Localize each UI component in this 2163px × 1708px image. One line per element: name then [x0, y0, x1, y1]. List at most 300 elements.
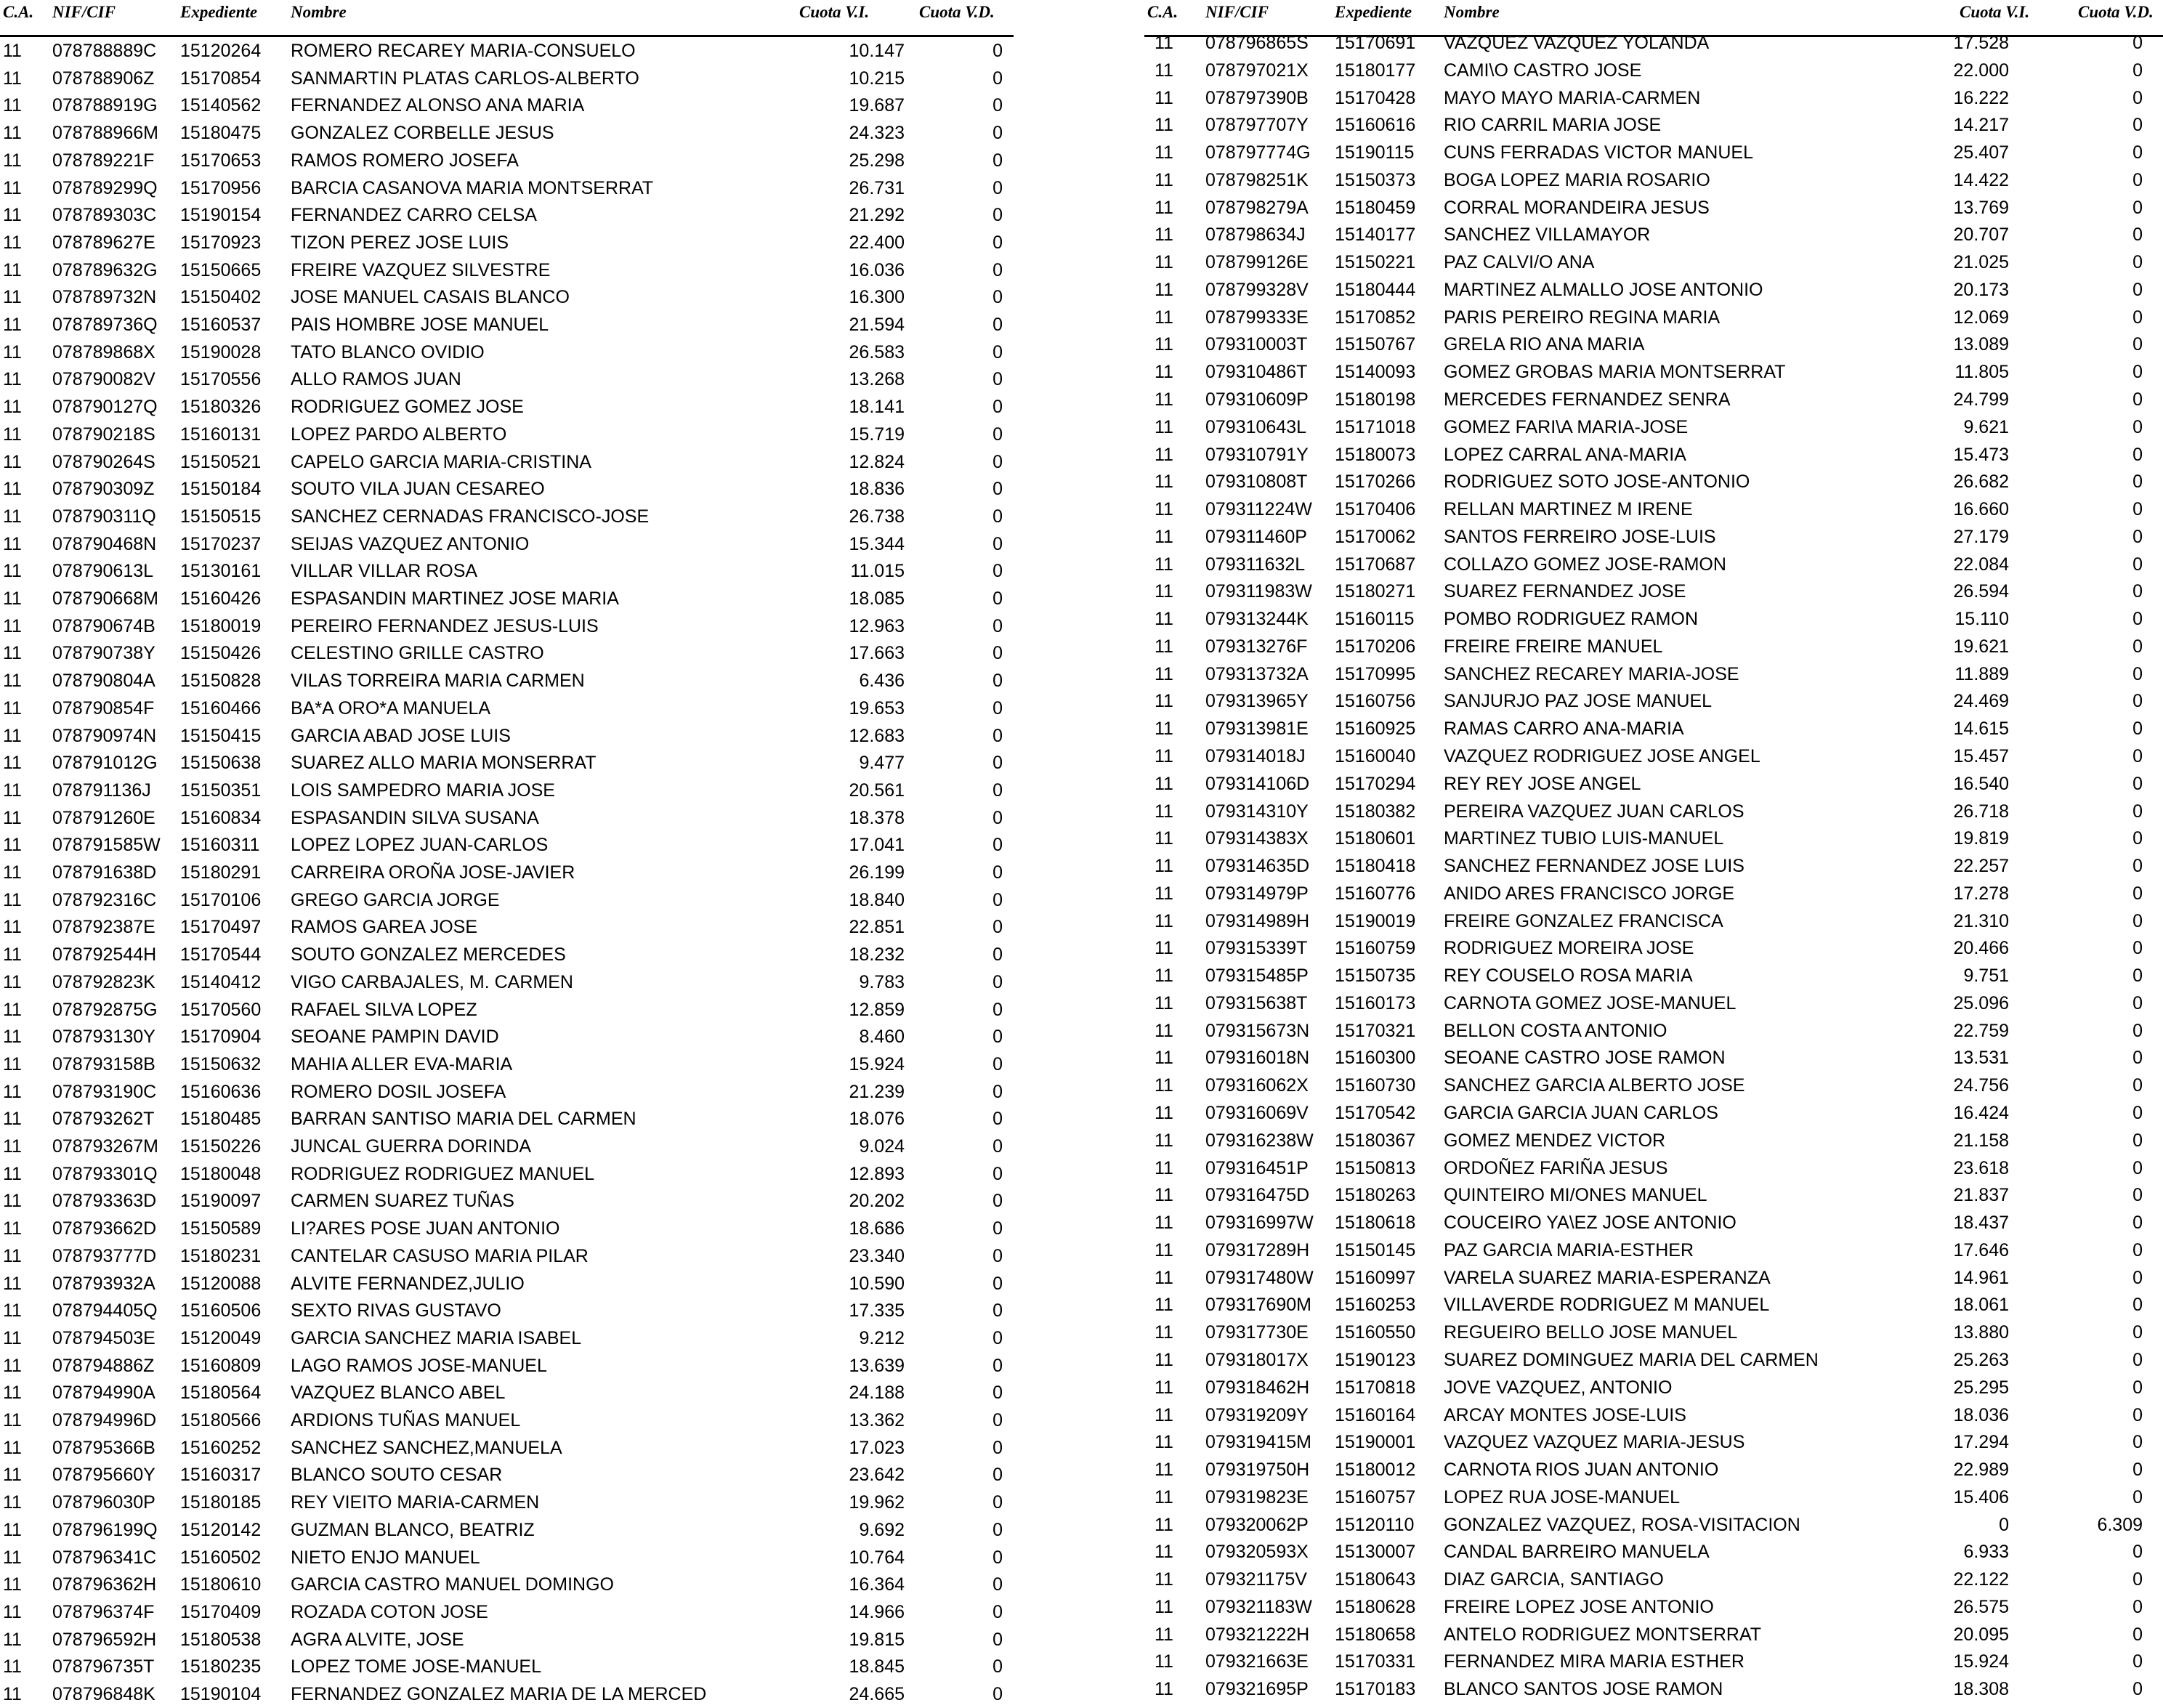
- cell-cuota-vd: 0: [992, 479, 1003, 500]
- cell-ca: 11: [3, 1027, 22, 1048]
- cell-cuota-vi: 12.683: [849, 725, 905, 746]
- cell-expediente: 15150515: [180, 506, 262, 527]
- table-row: [1144, 167, 2163, 194]
- cell-cuota-vi: 25.407: [1953, 142, 2009, 163]
- cell-nombre: BARCIA CASANOVA MARIA MONTSERRAT: [291, 177, 654, 198]
- cell-cuota-vi: 13.880: [1953, 1322, 2009, 1343]
- cell-cuota-vd: 0: [2132, 663, 2143, 684]
- table-row: [1144, 1622, 2163, 1648]
- table-row: [1144, 1072, 2163, 1099]
- cell-cuota-vi: 24.188: [849, 1383, 905, 1404]
- cell-cuota-vd: 0: [2132, 142, 2143, 163]
- table-row: [0, 257, 1014, 284]
- cell-cuota-vd: 0: [992, 1027, 1003, 1048]
- cell-expediente: 15150226: [180, 1136, 262, 1157]
- cell-expediente: 15170237: [180, 533, 262, 554]
- cell-ca: 11: [3, 1136, 22, 1157]
- cell-cuota-vi: 21.158: [1953, 1130, 2009, 1151]
- cell-nombre: PAIS HOMBRE JOSE MANUEL: [291, 315, 549, 335]
- cell-nif: 078799333E: [1205, 307, 1309, 328]
- cell-nif: 079314310Y: [1205, 801, 1309, 822]
- cell-expediente: 15160537: [180, 315, 262, 335]
- cell-nombre: ALVITE FERNANDEZ,JULIO: [291, 1273, 525, 1294]
- cell-ca: 11: [3, 1574, 22, 1595]
- cell-expediente: 15170206: [1335, 636, 1416, 657]
- cell-nif: 078796341C: [52, 1547, 157, 1568]
- cell-nombre: SOUTO VILA JUAN CESAREO: [291, 479, 545, 500]
- cell-cuota-vi: 23.618: [1953, 1157, 2009, 1178]
- cell-cuota-vi: 9.621: [1963, 416, 2009, 437]
- cell-cuota-vd: 0: [2132, 1432, 2143, 1453]
- cell-nif: 078797707Y: [1205, 115, 1309, 136]
- cell-nombre: CUNS FERRADAS VICTOR MANUEL: [1444, 142, 1753, 163]
- table-row: [0, 476, 1014, 503]
- cell-nombre: COUCEIRO YA\EZ JOSE ANTONIO: [1444, 1213, 1737, 1234]
- header-cuota-vi: Cuota V.I.: [799, 3, 870, 21]
- cell-cuota-vi: 17.528: [1953, 33, 2009, 53]
- cell-expediente: 15160173: [1335, 992, 1416, 1013]
- cell-cuota-vd: 0: [2132, 1624, 2143, 1645]
- cell-cuota-vd: 0: [2132, 719, 2143, 740]
- cell-ca: 11: [1155, 1267, 1173, 1288]
- cell-cuota-vi: 19.962: [849, 1492, 905, 1513]
- cell-ca: 11: [3, 643, 22, 664]
- cell-nif: 078799126E: [1205, 252, 1309, 273]
- table-row: [0, 805, 1014, 832]
- cell-nif: 079320062P: [1205, 1514, 1309, 1535]
- cell-cuota-vi: 23.642: [849, 1465, 905, 1486]
- cell-expediente: 15180418: [1335, 856, 1416, 877]
- cell-ca: 11: [3, 999, 22, 1020]
- table-row: [0, 421, 1014, 448]
- cell-nif: 078789736Q: [52, 315, 158, 335]
- table-row: [0, 284, 1014, 311]
- table-row: [1144, 1512, 2163, 1539]
- cell-cuota-vi: 25.263: [1953, 1349, 2009, 1370]
- cell-nombre: SANCHEZ VILLAMAYOR: [1444, 224, 1651, 246]
- cell-ca: 11: [3, 232, 22, 253]
- cell-ca: 11: [1155, 252, 1173, 273]
- cell-nif: 078795366B: [52, 1437, 155, 1458]
- table-row: [1144, 469, 2163, 495]
- table-row: [1144, 1457, 2163, 1484]
- cell-expediente: 15190028: [180, 341, 262, 363]
- cell-nombre: QUINTEIRO MI/ONES MANUEL: [1444, 1185, 1707, 1206]
- cell-cuota-vd: 0: [2132, 87, 2143, 108]
- cell-cuota-vd: 0: [2132, 1157, 2143, 1178]
- cell-cuota-vd: 0: [992, 1656, 1003, 1677]
- cell-ca: 11: [3, 1218, 22, 1239]
- cell-ca: 11: [3, 561, 22, 582]
- cell-cuota-vi: 13.769: [1953, 197, 2009, 218]
- cell-nif: 078794886Z: [52, 1355, 155, 1376]
- cell-nombre: ROMERO DOSIL JOSEFA: [291, 1081, 506, 1102]
- header-expediente: Expediente: [1335, 3, 1412, 21]
- cell-cuota-vi: 9.783: [859, 971, 905, 992]
- table-row: [1144, 661, 2163, 688]
- cell-nombre: SUAREZ FERNANDEZ JOSE: [1444, 581, 1686, 602]
- cell-cuota-vd: 0: [992, 123, 1003, 144]
- cell-ca: 11: [1155, 609, 1173, 630]
- cell-cuota-vi: 16.222: [1953, 87, 2009, 108]
- cell-nombre: BA*A ORO*A MANUELA: [291, 697, 491, 719]
- cell-cuota-vi: 12.069: [1953, 307, 2009, 328]
- cell-nombre: SANCHEZ FERNANDEZ JOSE LUIS: [1444, 856, 1744, 877]
- cell-nif: 079316238W: [1205, 1130, 1314, 1151]
- cell-cuota-vd: 0: [2132, 828, 2143, 849]
- cell-cuota-vd: 0: [2132, 1130, 2143, 1151]
- cell-cuota-vi: 15.406: [1953, 1486, 2009, 1507]
- cell-ca: 11: [1155, 115, 1173, 136]
- cell-cuota-vi: 27.179: [1953, 526, 2009, 547]
- cell-ca: 11: [3, 1273, 22, 1294]
- cell-expediente: 15150632: [180, 1053, 262, 1074]
- table-row: [0, 1325, 1014, 1352]
- cell-expediente: 15160616: [1335, 115, 1416, 136]
- table-row: [1144, 249, 2163, 276]
- cell-expediente: 15170542: [1335, 1103, 1416, 1124]
- cell-expediente: 15170106: [180, 889, 262, 910]
- table-row: [0, 558, 1014, 585]
- cell-nombre: ARDIONS TUÑAS MANUEL: [291, 1410, 521, 1430]
- table-row: [1144, 1265, 2163, 1292]
- table-row: [1144, 57, 2163, 84]
- cell-cuota-vd: 0: [2132, 801, 2143, 822]
- cell-cuota-vd: 0: [2132, 444, 2143, 465]
- cell-ca: 11: [3, 424, 22, 445]
- cell-cuota-vi: 19.687: [849, 95, 905, 116]
- table-row: [0, 695, 1014, 722]
- cell-nombre: CAPELO GARCIA MARIA-CRISTINA: [291, 451, 591, 472]
- cell-nif: 078789303C: [52, 205, 157, 226]
- cell-cuota-vd: 0: [992, 1574, 1003, 1595]
- cell-nombre: FREIRE GONZALEZ FRANCISCA: [1444, 910, 1723, 931]
- cell-expediente: 15120142: [180, 1519, 262, 1540]
- cell-cuota-vd: 0: [2132, 362, 2143, 383]
- header-nombre: Nombre: [1444, 3, 1500, 21]
- cell-ca: 11: [1155, 1185, 1173, 1206]
- cell-nombre: ARCAY MONTES JOSE-LUIS: [1444, 1404, 1686, 1425]
- cell-expediente: 15180019: [180, 615, 262, 636]
- cell-expediente: 15171018: [1335, 416, 1416, 437]
- table-row: [0, 1161, 1014, 1188]
- cell-nif: 079314635D: [1205, 856, 1310, 877]
- cell-nif: 078793777D: [52, 1245, 157, 1266]
- cell-nif: 079314018J: [1205, 746, 1306, 767]
- cell-expediente: 15150589: [180, 1218, 262, 1239]
- cell-nombre: SEXTO RIVAS GUSTAVO: [291, 1300, 501, 1322]
- cell-cuota-vi: 13.531: [1953, 1048, 2009, 1069]
- cell-nif: 078790974N: [52, 725, 157, 746]
- cell-nif: 078791136J: [52, 780, 151, 801]
- cell-nif: 078788966M: [52, 123, 158, 144]
- cell-nif: 078796848K: [52, 1684, 155, 1704]
- cell-cuota-vi: 26.575: [1953, 1596, 2009, 1617]
- cell-nombre: JOVE VAZQUEZ, ANTONIO: [1444, 1377, 1673, 1398]
- cell-ca: 11: [1155, 719, 1173, 740]
- cell-nif: 078790738Y: [52, 643, 155, 664]
- cell-ca: 11: [3, 287, 22, 308]
- cell-expediente: 15160506: [180, 1300, 262, 1322]
- cell-expediente: 15120049: [180, 1327, 262, 1348]
- cell-nif: 078796199Q: [52, 1519, 158, 1540]
- cell-ca: 11: [3, 753, 22, 774]
- cell-ca: 11: [1155, 334, 1173, 355]
- table-row: [0, 120, 1014, 147]
- cell-nombre: RODRIGUEZ RODRIGUEZ MANUEL: [291, 1163, 595, 1184]
- cell-ca: 11: [3, 1163, 22, 1184]
- header-cuota-vd: Cuota V.D.: [2078, 3, 2154, 21]
- table-row: [0, 202, 1014, 229]
- cell-cuota-vd: 0: [992, 397, 1003, 418]
- cell-cuota-vi: 18.437: [1953, 1213, 2009, 1234]
- cell-ca: 11: [3, 1465, 22, 1486]
- table-row: [1144, 990, 2163, 1017]
- cell-cuota-vd: 0: [992, 1383, 1003, 1404]
- cell-expediente: 15120110: [1335, 1514, 1415, 1535]
- cell-cuota-vd: 0: [992, 671, 1003, 692]
- table-row: [0, 777, 1014, 804]
- cell-nombre: LAGO RAMOS JOSE-MANUEL: [291, 1355, 547, 1376]
- cell-nif: 078790264S: [52, 451, 155, 472]
- cell-nif: 078792387E: [52, 917, 155, 938]
- cell-expediente: 15150665: [180, 259, 262, 280]
- cell-expediente: 15160925: [1335, 719, 1416, 740]
- cell-ca: 11: [1155, 307, 1173, 328]
- cell-ca: 11: [3, 341, 22, 363]
- table-row: [0, 942, 1014, 968]
- cell-cuota-vd: 0: [2132, 1020, 2143, 1041]
- cell-cuota-vi: 13.089: [1953, 334, 2009, 355]
- cell-cuota-vi: 0: [1999, 1514, 2009, 1535]
- cell-cuota-vd: 0: [992, 1273, 1003, 1294]
- cell-nif: 079311632L: [1205, 554, 1306, 575]
- cell-expediente: 15180564: [180, 1383, 262, 1404]
- cell-cuota-vi: 21.239: [849, 1081, 905, 1102]
- cell-cuota-vd: 0: [992, 232, 1003, 253]
- cell-cuota-vd: 0: [2132, 992, 2143, 1013]
- cell-ca: 11: [1155, 1349, 1173, 1370]
- cell-expediente: 15150351: [180, 780, 262, 801]
- cell-cuota-vi: 25.295: [1953, 1377, 2009, 1398]
- cell-expediente: 15170062: [1335, 526, 1416, 547]
- cell-ca: 11: [1155, 801, 1173, 822]
- cell-cuota-vd: 0: [992, 451, 1003, 472]
- cell-ca: 11: [3, 835, 22, 856]
- cell-expediente: 15160809: [180, 1355, 262, 1376]
- cell-nombre: ESPASANDIN SILVA SUSANA: [291, 807, 539, 828]
- cell-expediente: 15180291: [180, 862, 262, 883]
- cell-cuota-vi: 24.665: [849, 1684, 905, 1704]
- cell-nombre: FREIRE LOPEZ JOSE ANTONIO: [1444, 1596, 1714, 1617]
- cell-cuota-vi: 17.646: [1953, 1239, 2009, 1260]
- cell-nombre: LOPEZ PARDO ALBERTO: [291, 424, 507, 445]
- cell-expediente: 15160502: [180, 1547, 262, 1568]
- table-row: [0, 312, 1014, 339]
- cell-nombre: REY VIEITO MARIA-CARMEN: [291, 1492, 540, 1513]
- table-row: [0, 92, 1014, 119]
- cell-ca: 11: [3, 917, 22, 938]
- cell-nombre: CANDAL BARREIRO MANUELA: [1444, 1542, 1710, 1563]
- table-row: [1144, 1429, 2163, 1456]
- cell-cuota-vi: 13.268: [849, 369, 905, 390]
- cell-nombre: ANIDO ARES FRANCISCO JORGE: [1444, 883, 1735, 904]
- cell-cuota-vi: 17.663: [849, 643, 905, 664]
- cell-cuota-vi: 16.300: [849, 287, 905, 308]
- cell-nif: 079316451P: [1205, 1157, 1309, 1178]
- cell-cuota-vi: 8.460: [859, 1027, 905, 1048]
- cell-nif: 078793262T: [52, 1109, 155, 1130]
- cell-cuota-vd: 0: [992, 506, 1003, 527]
- cell-cuota-vi: 10.590: [849, 1273, 905, 1294]
- cell-nombre: VAZQUEZ BLANCO ABEL: [291, 1383, 506, 1404]
- cell-nombre: GOMEZ FARI\A MARIA-JOSE: [1444, 416, 1689, 437]
- table-row: [1144, 1018, 2163, 1045]
- cell-expediente: 15180198: [1335, 389, 1416, 410]
- table-row: [0, 586, 1014, 612]
- cell-expediente: 15130161: [180, 561, 262, 582]
- table-row: [0, 1106, 1014, 1133]
- table-row: [1144, 331, 2163, 358]
- table-row: [1144, 963, 2163, 989]
- cell-ca: 11: [1155, 471, 1173, 493]
- cell-expediente: 15180012: [1335, 1460, 1416, 1481]
- cell-nif: 078789632G: [52, 259, 158, 280]
- cell-ca: 11: [1155, 362, 1173, 383]
- cell-cuota-vd: 0: [2132, 169, 2143, 190]
- cell-cuota-vi: 15.110: [1954, 609, 2009, 630]
- table-row: [1144, 496, 2163, 523]
- cell-nif: 078790854F: [52, 697, 155, 719]
- table-row: [1144, 798, 2163, 825]
- cell-expediente: 15170331: [1335, 1651, 1416, 1672]
- cell-nombre: PARIS PEREIRO REGINA MARIA: [1444, 307, 1721, 328]
- cell-cuota-vd: 0: [2132, 910, 2143, 931]
- header-cuota-vd: Cuota V.D.: [919, 3, 995, 21]
- cell-cuota-vi: 14.217: [1953, 115, 2009, 136]
- cell-ca: 11: [1155, 1596, 1173, 1617]
- cell-nif: 079321663E: [1205, 1651, 1309, 1672]
- cell-nombre: GREGO GARCIA JORGE: [291, 889, 500, 910]
- cell-ca: 11: [1155, 828, 1173, 849]
- cell-cuota-vd: 0: [2132, 1486, 2143, 1507]
- cell-nif: 079311460P: [1205, 526, 1307, 547]
- cell-nif: 079321175V: [1205, 1569, 1307, 1590]
- cell-nif: 079319415M: [1205, 1432, 1311, 1453]
- cell-nif: 078790468N: [52, 533, 157, 554]
- cell-cuota-vi: 15.719: [849, 424, 905, 445]
- cell-ca: 11: [1155, 197, 1173, 218]
- cell-nombre: TATO BLANCO OVIDIO: [291, 341, 485, 363]
- table-row: [0, 1298, 1014, 1324]
- cell-cuota-vd: 0: [2132, 224, 2143, 246]
- cell-ca: 11: [1155, 33, 1173, 53]
- cell-cuota-vd: 0: [2132, 1103, 2143, 1124]
- cell-expediente: 15130007: [1335, 1542, 1416, 1563]
- cell-nombre: CARNOTA RIOS JUAN ANTONIO: [1444, 1460, 1719, 1481]
- cell-nombre: GARCIA CASTRO MANUEL DOMINGO: [291, 1574, 614, 1595]
- table-row: [0, 1051, 1014, 1078]
- cell-cuota-vd: 0: [992, 561, 1003, 582]
- cell-nombre: LOPEZ LOPEZ JUAN-CARLOS: [291, 835, 549, 856]
- table-row: [0, 65, 1014, 92]
- table-row: [0, 394, 1014, 421]
- cell-cuota-vd: 0: [992, 889, 1003, 910]
- cell-nif: 078792823K: [52, 971, 155, 992]
- cell-expediente: 15160757: [1335, 1486, 1416, 1507]
- cell-cuota-vi: 24.469: [1953, 691, 2009, 712]
- cell-nif: 079316018N: [1205, 1048, 1310, 1069]
- table-row: [1144, 359, 2163, 386]
- cell-nif: 079313244K: [1205, 609, 1309, 630]
- cell-cuota-vd: 0: [992, 643, 1003, 664]
- cell-expediente: 15170691: [1335, 33, 1416, 53]
- cell-cuota-vd: 0: [2132, 279, 2143, 300]
- cell-cuota-vd: 0: [992, 807, 1003, 828]
- cell-nif: 078794405Q: [52, 1300, 158, 1322]
- cell-expediente: 15180185: [180, 1492, 262, 1513]
- cell-cuota-vi: 21.025: [1953, 252, 2009, 273]
- cell-nombre: MAHIA ALLER EVA-MARIA: [291, 1053, 513, 1074]
- table-row: [1144, 771, 2163, 798]
- cell-ca: 11: [3, 205, 22, 226]
- cell-cuota-vi: 22.122: [1953, 1569, 2009, 1590]
- cell-ca: 11: [1155, 1130, 1173, 1151]
- cell-ca: 11: [3, 725, 22, 746]
- cell-nif: 079317730E: [1205, 1322, 1309, 1343]
- cell-expediente: 15160164: [1335, 1404, 1416, 1425]
- cell-cuota-vd: 0: [2132, 938, 2143, 959]
- table-row: [1144, 112, 2163, 139]
- cell-expediente: 15150638: [180, 753, 262, 774]
- cell-nif: 078789732N: [52, 287, 157, 308]
- cell-nombre: RAFAEL SILVA LOPEZ: [291, 999, 477, 1020]
- cell-expediente: 15190123: [1335, 1349, 1416, 1370]
- cell-ca: 11: [1155, 1404, 1173, 1425]
- cell-expediente: 15150521: [180, 451, 262, 472]
- cell-expediente: 15170428: [1335, 87, 1416, 108]
- cell-cuota-vd: 0: [992, 971, 1003, 992]
- cell-nif: 079316475D: [1205, 1185, 1310, 1206]
- table-row: [1144, 606, 2163, 633]
- cell-expediente: 15160834: [180, 807, 262, 828]
- table-row: [0, 1654, 1014, 1680]
- cell-nif: 078795660Y: [52, 1465, 155, 1486]
- cell-cuota-vd: 0: [2132, 1213, 2143, 1234]
- table-row: [1144, 1402, 2163, 1429]
- cell-ca: 11: [3, 1109, 22, 1130]
- cell-cuota-vi: 26.594: [1953, 581, 2009, 602]
- cell-ca: 11: [3, 1410, 22, 1430]
- cell-cuota-vi: 18.036: [1953, 1404, 2009, 1425]
- header-nif: NIF/CIF: [52, 3, 116, 21]
- cell-ca: 11: [3, 479, 22, 500]
- table-row: [0, 1517, 1014, 1544]
- table-row: [1144, 1566, 2163, 1593]
- cell-nif: 078793267M: [52, 1136, 158, 1157]
- cell-nif: 078797774G: [1205, 142, 1311, 163]
- cell-ca: 11: [1155, 1651, 1173, 1672]
- cell-expediente: 15120264: [180, 41, 262, 61]
- cell-cuota-vd: 0: [2132, 1651, 2143, 1672]
- cell-ca: 11: [1155, 1322, 1173, 1343]
- cell-nif: 078788906Z: [52, 68, 155, 89]
- cell-expediente: 15140177: [1335, 224, 1416, 246]
- cell-expediente: 15160115: [1335, 609, 1415, 630]
- table-row: [0, 997, 1014, 1024]
- cell-expediente: 15150373: [1335, 169, 1416, 190]
- cell-expediente: 15170556: [180, 369, 262, 390]
